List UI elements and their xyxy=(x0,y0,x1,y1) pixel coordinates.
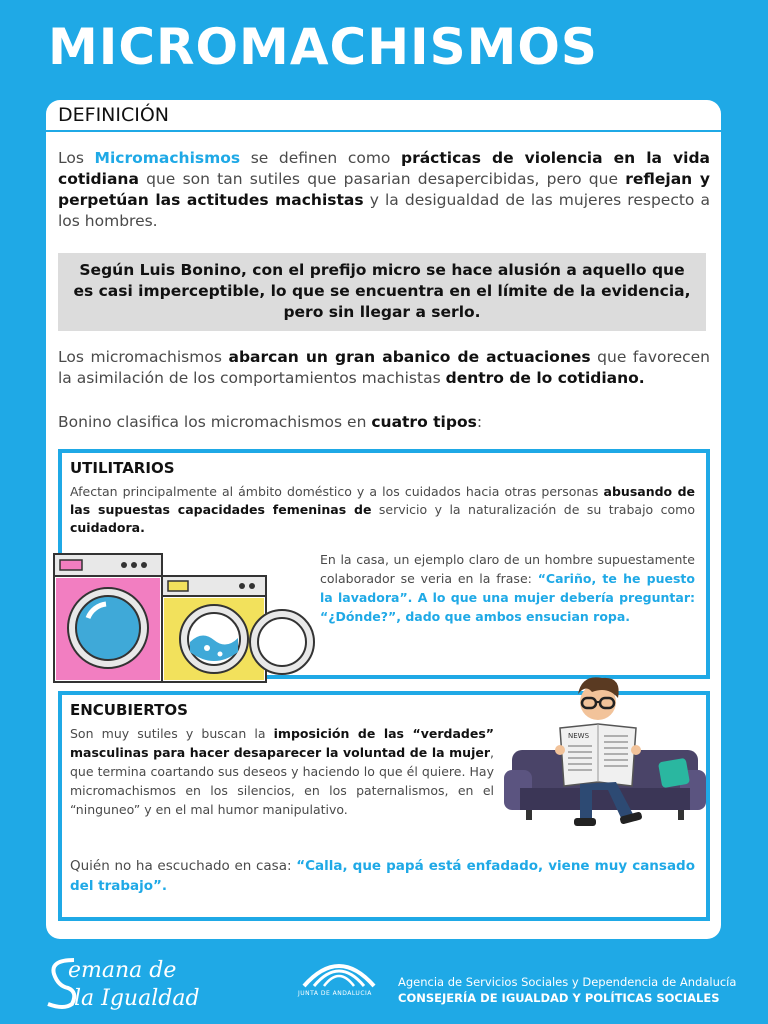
encubiertos-text xyxy=(70,724,494,819)
agency-name: Agencia de Servicios Sociales y Dependencia de Andalucía xyxy=(398,975,737,989)
text-run: , que termina coartando sus deseos y haciendo lo que él quiere. Hay micromachismos en los silencios, en los paternalismos, en el “ninguneo” y en el mal humor manipulativo. xyxy=(70,745,494,817)
bonino-quote-box xyxy=(58,253,706,331)
text-run: imposición de las “verdades” masculinas para hacer desaparecer la voluntad de la mujer xyxy=(70,726,494,760)
text-run: Micromachismos xyxy=(94,149,241,167)
text-run: cuidadora. xyxy=(70,520,145,535)
text-run: : xyxy=(476,413,483,431)
text-run: prácticas de violencia en la vida cotidiana xyxy=(58,149,710,188)
definicion-paragraph xyxy=(58,148,710,232)
text-run: que favorecen la asimilación de los comportamientos machistas xyxy=(58,348,710,387)
text-run: En la casa, un ejemplo claro de un hombre supuestamente colaborador se veria en la frase: xyxy=(320,552,695,586)
newspaper-label: NEWS xyxy=(568,732,590,740)
text-run: Los xyxy=(58,149,95,167)
abanico-paragraph xyxy=(58,347,710,389)
text-run: Quién no ha escuchado en casa: xyxy=(70,858,297,874)
text-run: Los micromachismos xyxy=(58,348,229,366)
text-run: abusando de las supuestas capacidades femeninas de xyxy=(70,484,695,517)
text-run: que son tan sutiles que pasarian desapercibidas, pero que xyxy=(138,170,626,188)
text-run: abarcan un gran abanico de actuaciones xyxy=(228,348,591,366)
utilitarios-example xyxy=(320,550,695,626)
encubiertos-example xyxy=(70,856,695,896)
junta-andalucia-label: JUNTA DE ANDALUCIA xyxy=(298,990,372,997)
utilitarios-heading: UTILITARIOS xyxy=(70,459,175,477)
text-run: “Cariño, te he puesto la lavadora”. A lo que una mujer debería preguntar: “¿Dónde?”, dado que ambos ensucian ropa. xyxy=(320,571,695,624)
text-run: y la desigualdad de las mujeres respecto a los hombres. xyxy=(58,191,710,230)
bonino-quote: Según Luis Bonino, con el prefijo micro se hace alusión a aquello que es casi imperceptible, lo que se encuentra en el límite de la evidencia, pero sin llegar a serlo. xyxy=(73,261,691,321)
consejeria-name: CONSEJERÍA DE IGUALDAD Y POLÍTICAS SOCIALES xyxy=(398,991,720,1005)
man-reading-newspaper-illustration xyxy=(500,670,710,840)
semana-line1: emana de xyxy=(68,958,177,983)
junta-andalucia-logo-icon xyxy=(300,952,378,988)
text-run: se definen como xyxy=(240,149,401,167)
divider xyxy=(46,130,721,132)
encubiertos-heading: ENCUBIERTOS xyxy=(70,701,188,719)
utilitarios-text xyxy=(70,483,695,537)
text-run: dentro de lo cotidiano. xyxy=(445,369,645,387)
text-run: Son muy sutiles y buscan la xyxy=(70,726,274,741)
cuatro-tipos-paragraph xyxy=(58,412,710,433)
text-run: cuatro tipos xyxy=(371,413,477,431)
text-run: servicio y la naturalización de su trabajo como xyxy=(371,502,695,517)
semana-line2: la Igualdad xyxy=(74,986,200,1011)
semana-igualdad-logo xyxy=(44,950,244,1010)
text-run: Bonino clasifica los micromachismos en xyxy=(58,413,372,431)
washing-machines-illustration xyxy=(46,552,316,687)
page-title: MICROMACHISMOS xyxy=(48,18,598,76)
text-run: reflejan y perpetúan las actitudes machistas xyxy=(58,170,710,209)
text-run: Afectan principalmente al ámbito doméstico y a los cuidados hacia otras personas xyxy=(70,484,604,499)
definicion-heading: DEFINICIÓN xyxy=(58,104,170,126)
text-run: “Calla, que papá está enfadado, viene muy cansado del trabajo”. xyxy=(70,858,696,894)
